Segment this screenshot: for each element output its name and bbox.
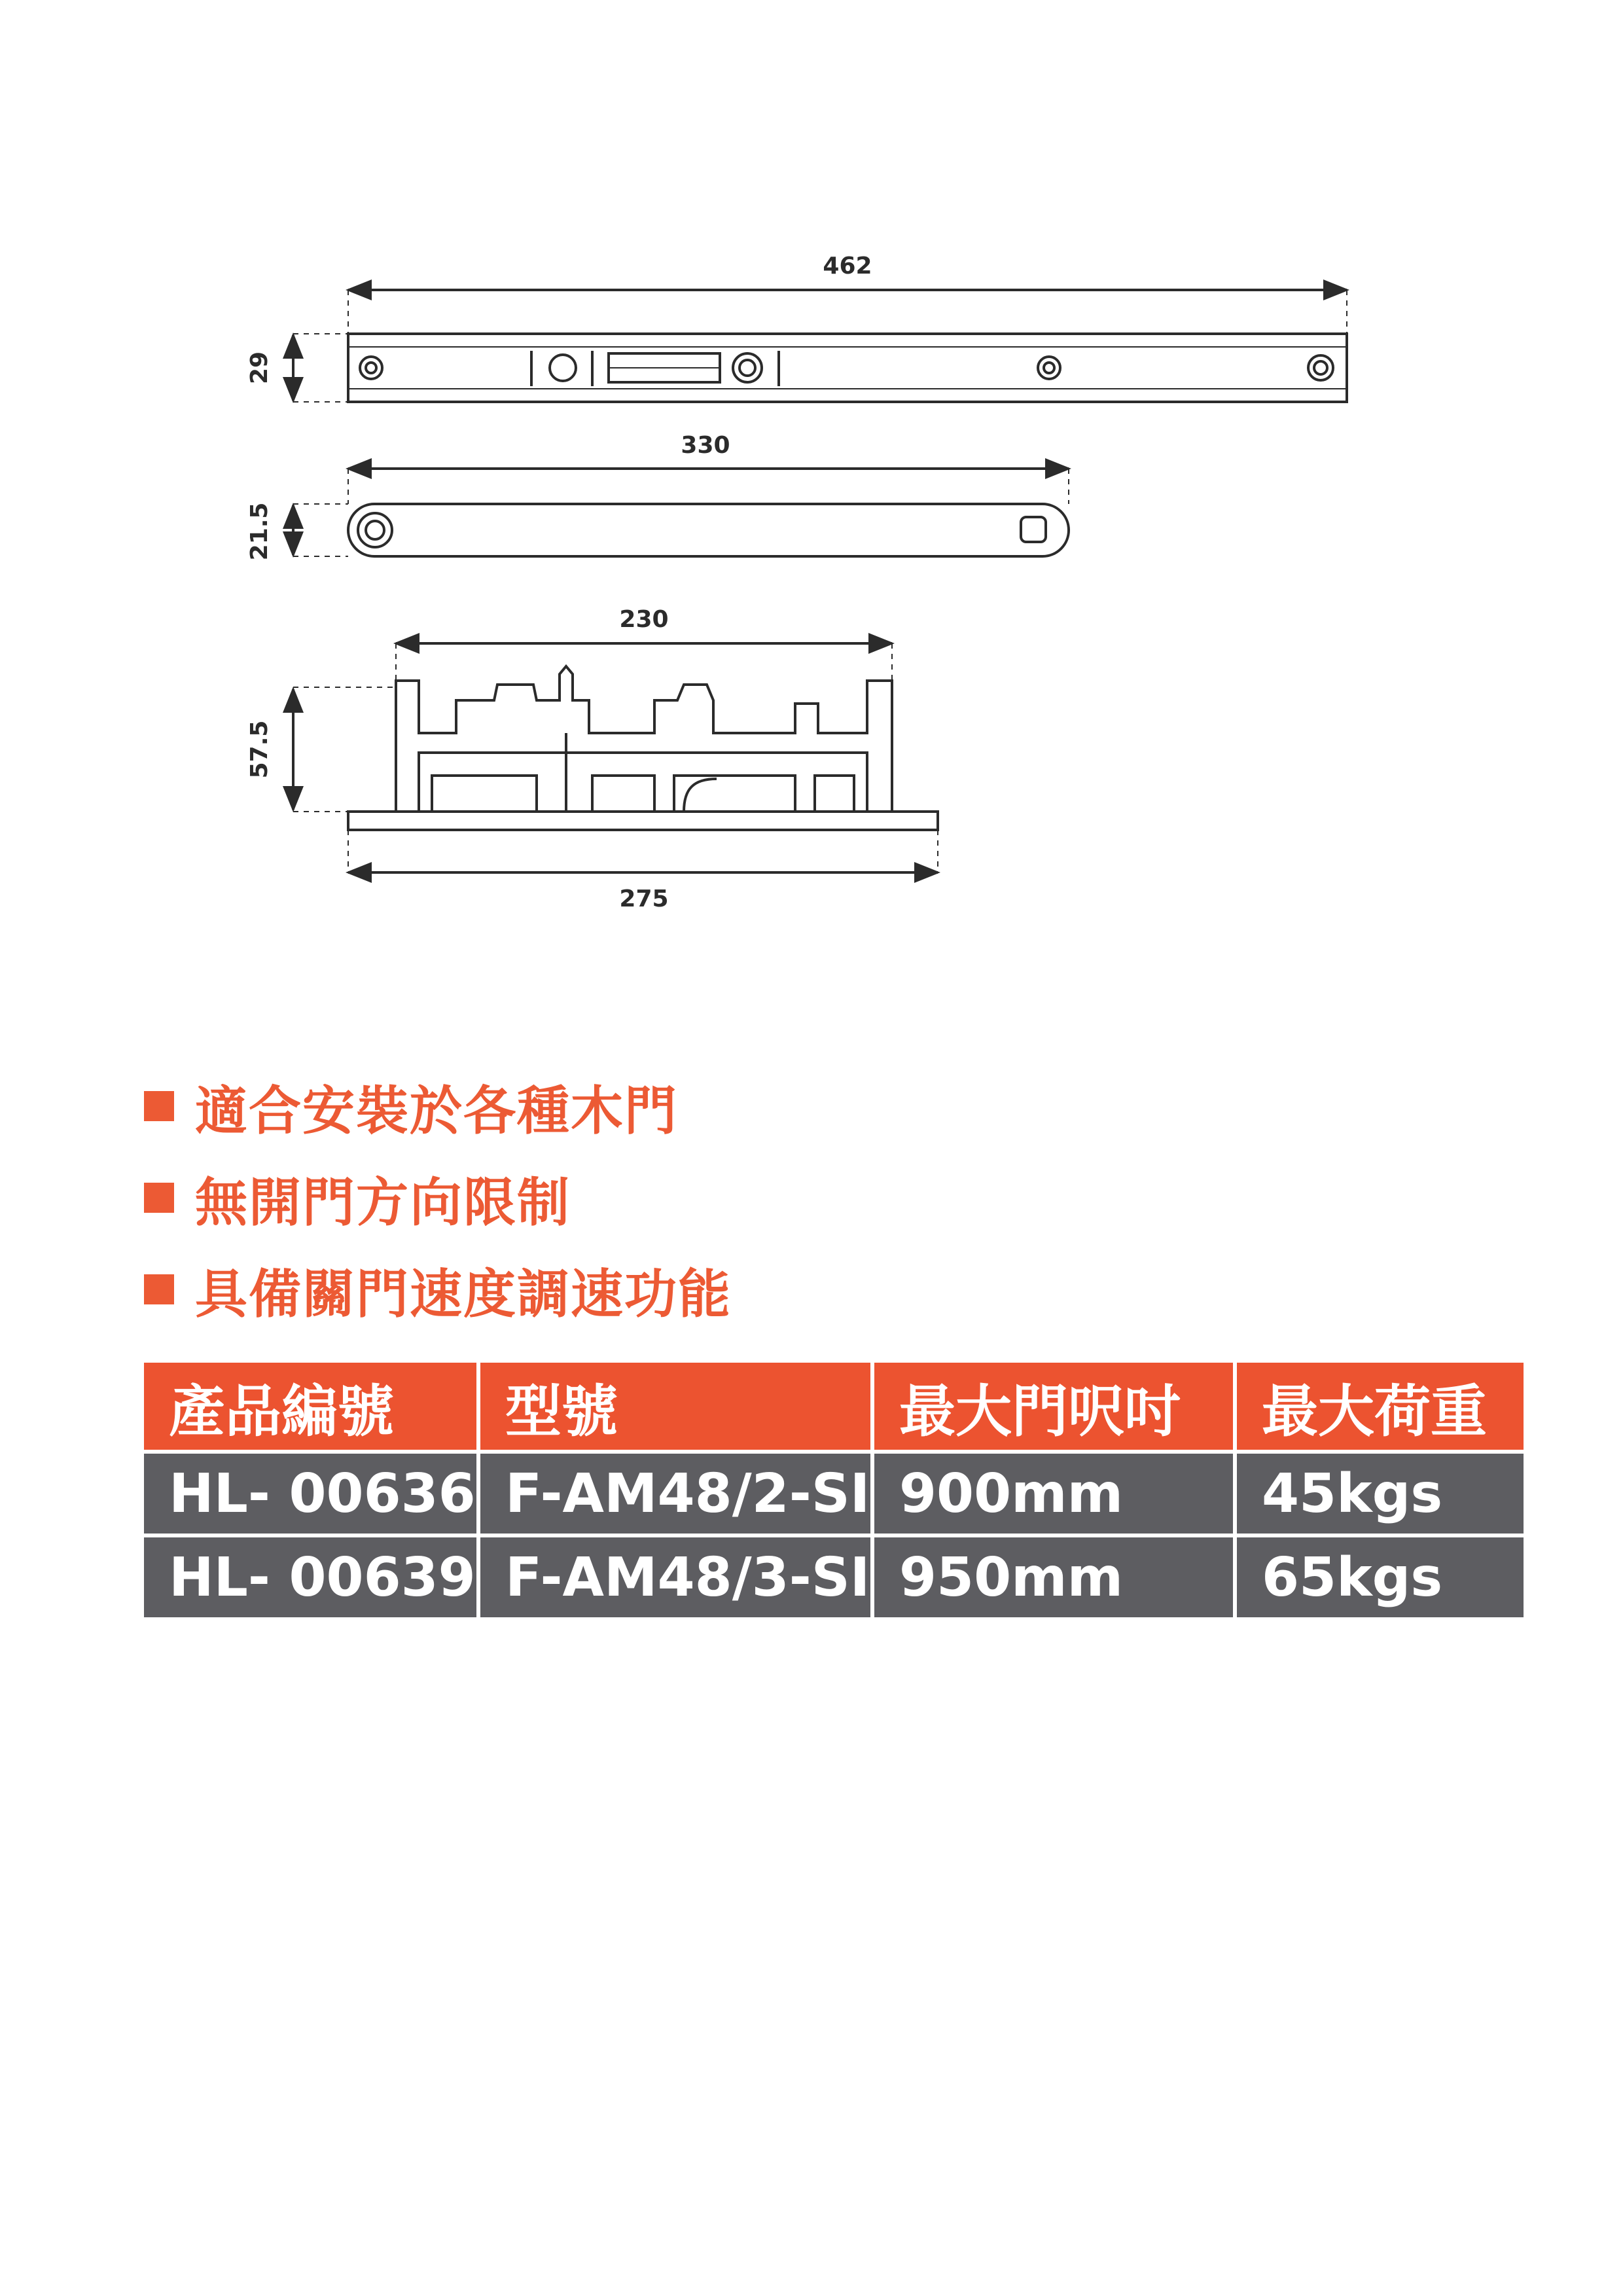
cell-max-door-size: 900mm: [874, 1454, 1237, 1537]
feature-item: [144, 1244, 732, 1335]
cell-max-load: 45kgs: [1237, 1454, 1524, 1537]
feature-text: 無開門方向限制: [195, 1172, 571, 1233]
dim-label-21-5: 21.5: [246, 502, 273, 561]
table-row: [144, 1454, 1524, 1537]
dim-label-29: 29: [246, 351, 273, 385]
bullet-square-icon: [144, 1091, 174, 1121]
dim-label-275: 275: [619, 886, 669, 912]
arm-outline: [348, 504, 1069, 556]
cell-max-door-size: 950mm: [874, 1537, 1237, 1617]
cell-model: F-AM48/3-SI: [480, 1537, 874, 1617]
dim-label-330: 330: [681, 432, 730, 459]
bullet-square-icon: [144, 1274, 174, 1304]
header-max-load: 最大荷重: [1237, 1363, 1524, 1454]
bullet-square-icon: [144, 1183, 174, 1213]
feature-item: [144, 1060, 732, 1152]
cell-model: F-AM48/2-SI: [480, 1454, 874, 1537]
technical-drawing: [0, 0, 1623, 949]
dim-label-230: 230: [619, 606, 669, 633]
spec-table: [144, 1363, 1524, 1617]
table-row: [144, 1537, 1524, 1617]
feature-text: 適合安裝於各種木門: [195, 1080, 678, 1141]
dim-label-57-5: 57.5: [246, 720, 273, 779]
cell-max-load: 65kgs: [1237, 1537, 1524, 1617]
feature-text: 具備關門速度調速功能: [195, 1263, 732, 1325]
body-outline: [396, 666, 892, 812]
table-header-row: [144, 1363, 1524, 1454]
feature-list: [144, 1060, 732, 1335]
header-max-door-size: 最大門呎吋: [874, 1363, 1237, 1454]
feature-item: [144, 1152, 732, 1244]
header-model: 型號: [480, 1363, 874, 1454]
top-bar-drawing: [246, 253, 1347, 402]
header-product-code: 產品編號: [144, 1363, 480, 1454]
arm-drawing: [246, 432, 1069, 560]
cell-product-code: HL- 00636: [144, 1454, 480, 1537]
body-base: [348, 812, 938, 830]
body-drawing: [246, 606, 938, 912]
cell-product-code: HL- 00639: [144, 1537, 480, 1617]
dim-label-462: 462: [823, 253, 872, 279]
top-bar-outline: [348, 334, 1347, 402]
